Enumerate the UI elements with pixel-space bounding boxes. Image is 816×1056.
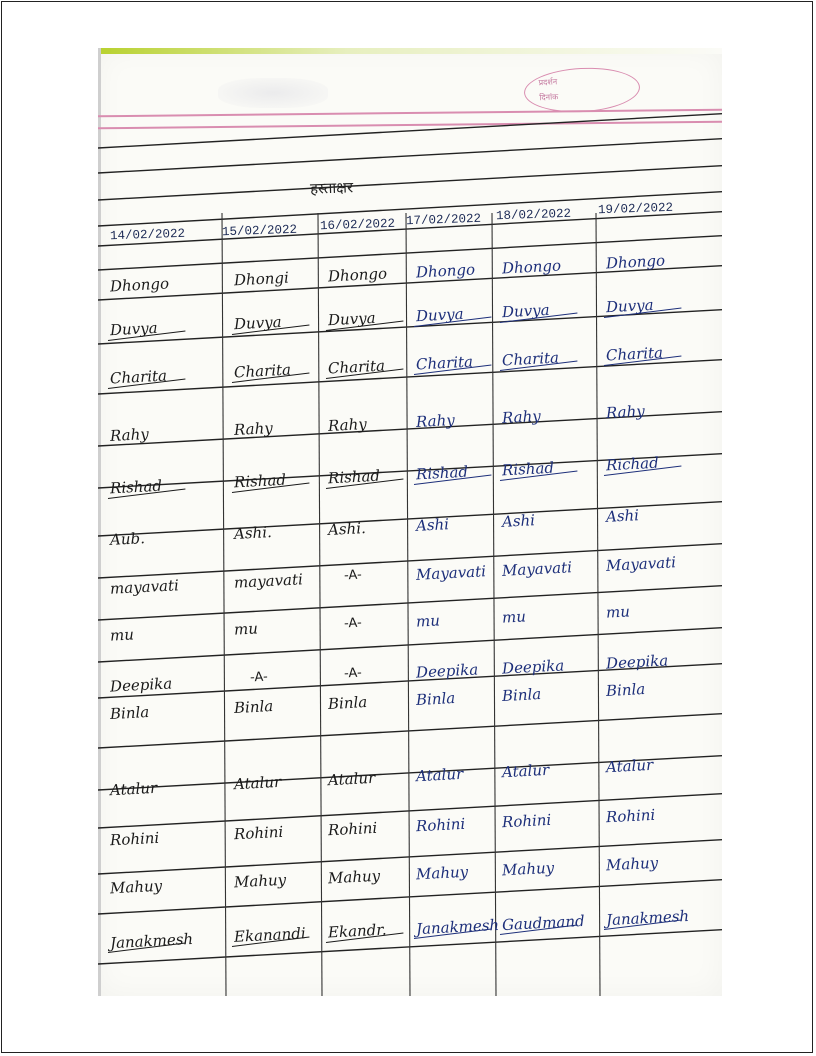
signature: Binla <box>109 702 150 723</box>
ruled-line <box>98 139 722 173</box>
date-header-6: 19/02/2022 <box>597 200 674 218</box>
signature: Ashi. <box>233 523 273 544</box>
signature: Atalur <box>605 756 654 777</box>
signature: Richad <box>605 453 660 475</box>
stamp-line-1: प्रदर्शन <box>538 77 558 88</box>
signature: mayavati <box>233 570 304 592</box>
signature: Binla <box>501 684 542 706</box>
signature: Duvya <box>233 312 283 334</box>
signature: Ashi <box>501 511 536 531</box>
signature: Rishad <box>501 458 555 480</box>
signature: Rohini <box>605 806 656 827</box>
signature: Rahy <box>109 424 150 445</box>
signature: Ashi. <box>327 518 367 539</box>
signature: Duvya <box>327 308 377 330</box>
signature: Dhongi <box>233 268 290 290</box>
signature: Atalur <box>501 760 550 782</box>
signature: Mayavati <box>415 562 487 584</box>
signature: Gaudmand <box>501 911 586 935</box>
signature: Mahuy <box>233 870 287 892</box>
stamp-line-2: दिनांक <box>539 92 559 103</box>
signature: Rahy <box>327 414 368 435</box>
signature: Rahy <box>233 419 274 440</box>
ruled-line <box>222 213 226 996</box>
signature: Rishad <box>233 470 287 492</box>
signature: Atalur <box>415 764 464 786</box>
signature: Charita <box>501 348 560 370</box>
signature: Rohini <box>233 822 284 844</box>
absent-mark: -A- <box>343 615 363 632</box>
signature: Dhongo <box>327 264 388 286</box>
signature: Binla <box>327 692 368 713</box>
absent-mark: -A- <box>343 567 363 584</box>
signature: Deepika <box>109 674 173 696</box>
signature: Aub. <box>109 528 146 549</box>
signature: Ashi <box>605 506 640 527</box>
signature: Atalur <box>233 772 282 794</box>
date-header-2: 15/02/2022 <box>221 222 298 240</box>
signature: Rohini <box>109 828 160 849</box>
ruled-line <box>596 213 600 996</box>
signature: mu <box>415 611 441 631</box>
signature: Dhongo <box>415 260 476 282</box>
absent-mark: -A- <box>249 669 269 686</box>
signature: Mahuy <box>501 858 555 880</box>
signature: Deepika <box>415 660 479 682</box>
signature: Ekandr. <box>327 920 387 942</box>
ruled-line <box>98 360 722 394</box>
signature: Rohini <box>415 814 466 836</box>
signature: Duvya <box>501 300 551 322</box>
date-header-3: 16/02/2022 <box>319 216 396 234</box>
signature: Atalur <box>109 778 158 799</box>
signature: Ashi <box>415 515 450 535</box>
ruled-line <box>98 714 722 748</box>
signature: Janakmesh <box>109 929 194 952</box>
signature: Charita <box>605 343 664 365</box>
date-header-4: 17/02/2022 <box>405 211 482 229</box>
signature: Mayavati <box>501 558 573 580</box>
signature: Dhongo <box>605 251 666 273</box>
signature: Rohini <box>327 818 378 840</box>
signature: Dhongo <box>501 256 562 278</box>
signature: Binla <box>415 688 456 709</box>
ruled-line <box>406 213 410 996</box>
signature: mu <box>605 602 631 622</box>
signature: Mayavati <box>605 553 677 576</box>
sheet-title: हस्ताक्षर <box>309 178 354 198</box>
signature: Mahuy <box>415 862 469 884</box>
signature: Charita <box>233 360 292 382</box>
signature: Dhongo <box>109 274 170 296</box>
signature: Rishad <box>327 466 381 488</box>
ruled-line <box>98 166 722 200</box>
signature: Atalur <box>327 768 376 790</box>
signature: Rohini <box>501 810 552 832</box>
signature: Mahuy <box>109 876 163 897</box>
signature: Duvya <box>605 296 655 317</box>
absent-mark: -A- <box>343 665 363 682</box>
signature: Deepika <box>501 656 565 678</box>
signature: Mahuy <box>327 866 381 888</box>
signature: Charita <box>109 366 168 388</box>
signature: Rahy <box>501 406 542 428</box>
signature: Rahy <box>605 402 646 423</box>
signature: Janakmesh <box>605 907 690 930</box>
ruled-line <box>318 213 322 996</box>
signature: mu <box>109 625 135 645</box>
ruled-line <box>98 114 722 148</box>
signature: Rishad <box>109 476 163 497</box>
signature: Deepika <box>605 651 669 673</box>
signature: Rahy <box>415 410 456 431</box>
signature: Ekanandi <box>233 924 307 946</box>
date-header-5: 18/02/2022 <box>495 206 572 224</box>
signature: mayavati <box>109 575 180 598</box>
signature: Binla <box>605 680 646 701</box>
signature: mu <box>501 607 527 627</box>
signature: Mahuy <box>605 853 659 875</box>
signature: mu <box>233 619 259 639</box>
signature: Duvya <box>109 318 159 339</box>
signature: Janakmesh <box>415 915 500 939</box>
signature: Charita <box>327 356 386 378</box>
signature: Binla <box>233 697 274 718</box>
signature: Duvya <box>415 304 465 326</box>
signature: Rishad <box>415 462 469 484</box>
date-header-1: 14/02/2022 <box>109 226 186 244</box>
ruled-line <box>492 213 496 996</box>
signature: Charita <box>415 352 474 374</box>
attendance-sheet <box>98 48 722 996</box>
